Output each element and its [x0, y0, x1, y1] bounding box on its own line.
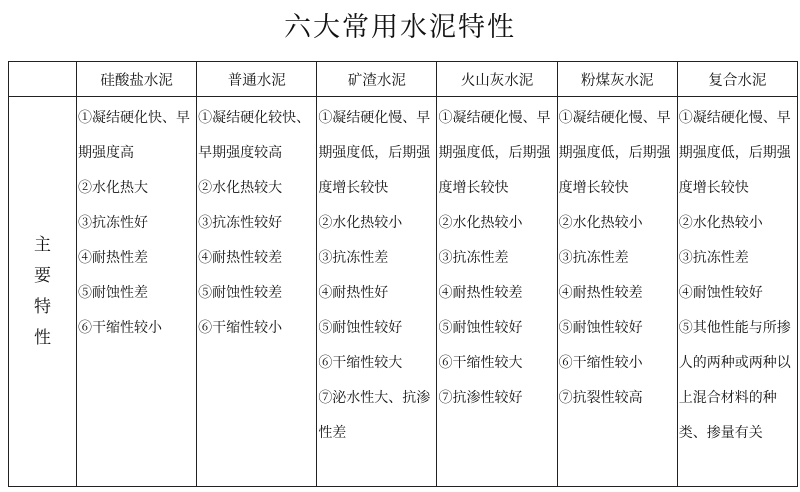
column-header: 粉煤灰水泥 [557, 62, 677, 97]
property-item: ②水化热较小 [678, 215, 763, 231]
page-title: 六大常用水泥特性 [284, 12, 516, 43]
column-header: 火山灰水泥 [437, 62, 557, 97]
property-item: ⑦抗渗性较好 [438, 390, 523, 406]
property-item: ⑥干缩性较大 [438, 355, 523, 371]
property-item: ⑤耐蚀性差 [78, 285, 148, 301]
property-item: ①凝结硬化慢、早期强度低，后期强度增长较快 [558, 110, 671, 196]
property-item: ⑦抗裂性较高 [558, 390, 643, 406]
header-row [9, 62, 798, 97]
column-header: 复合水泥 [677, 62, 797, 97]
property-item: ④耐热性较差 [558, 285, 643, 301]
property-item: ⑤耐蚀性较差 [198, 285, 283, 301]
property-item: ①凝结硬化慢、早期强度低，后期强度增长较快 [678, 110, 791, 196]
property-item: ③抗冻性较好 [198, 215, 283, 231]
row-header-char: 特 [34, 296, 51, 317]
property-item: ⑦泌水性大、抗渗性差 [318, 390, 431, 441]
property-item: ⑤耐蚀性较好 [558, 320, 643, 336]
property-item: ③抗冻性差 [438, 250, 509, 266]
properties-cell-portland [77, 97, 197, 487]
property-item: ④耐热性差 [78, 250, 148, 266]
row-header [9, 97, 77, 487]
property-item: ⑥干缩性较小 [78, 320, 162, 336]
row-header-char: 主 [34, 234, 51, 255]
property-item: ③抗冻性好 [78, 215, 148, 231]
properties-cell-fly-ash [557, 97, 677, 487]
property-item: ③抗冻性差 [318, 250, 389, 266]
properties-cell-ordinary [197, 97, 317, 487]
property-item: ③抗冻性差 [558, 250, 629, 266]
property-item: ②水化热较大 [198, 180, 283, 196]
properties-cell-pozzolanic [437, 97, 557, 487]
property-item: ①凝结硬化快、早期强度高 [78, 110, 190, 161]
table-row [9, 97, 798, 487]
property-item: ④耐热性较差 [198, 250, 283, 266]
property-item: ⑤耐蚀性较好 [438, 320, 523, 336]
row-header-char: 要 [34, 265, 51, 286]
properties-cell-composite [677, 97, 797, 487]
property-item: ②水化热大 [78, 180, 148, 196]
property-item: ⑤耐蚀性较好 [318, 320, 403, 336]
column-header: 普通水泥 [197, 62, 317, 97]
property-item: ②水化热较小 [438, 215, 523, 231]
cement-properties-table [8, 61, 798, 487]
corner-cell [9, 62, 77, 97]
column-header: 硅酸盐水泥 [77, 62, 197, 97]
property-item: ②水化热较小 [558, 215, 643, 231]
property-item: ⑥干缩性较大 [318, 355, 403, 371]
property-item: ③抗冻性差 [678, 250, 749, 266]
property-item: ④耐热性较差 [438, 285, 523, 301]
property-item: ①凝结硬化慢、早期强度低，后期强度增长较快 [438, 110, 551, 196]
property-item: ①凝结硬化慢、早期强度低，后期强度增长较快 [318, 110, 431, 196]
properties-cell-slag [317, 97, 437, 487]
property-item: ⑥干缩性较小 [198, 320, 283, 336]
property-item: ⑤其他性能与所掺人的两种或两种以上混合材料的种类、掺量有关 [678, 320, 791, 441]
property-item: ②水化热较小 [318, 215, 403, 231]
property-item: ①凝结硬化较快、早期强度较高 [198, 110, 311, 161]
property-item: ⑥干缩性较小 [558, 355, 643, 371]
column-header: 矿渣水泥 [317, 62, 437, 97]
property-item: ④耐蚀性较好 [678, 285, 763, 301]
property-item: ④耐热性好 [318, 285, 389, 301]
row-header-char: 性 [34, 327, 51, 348]
